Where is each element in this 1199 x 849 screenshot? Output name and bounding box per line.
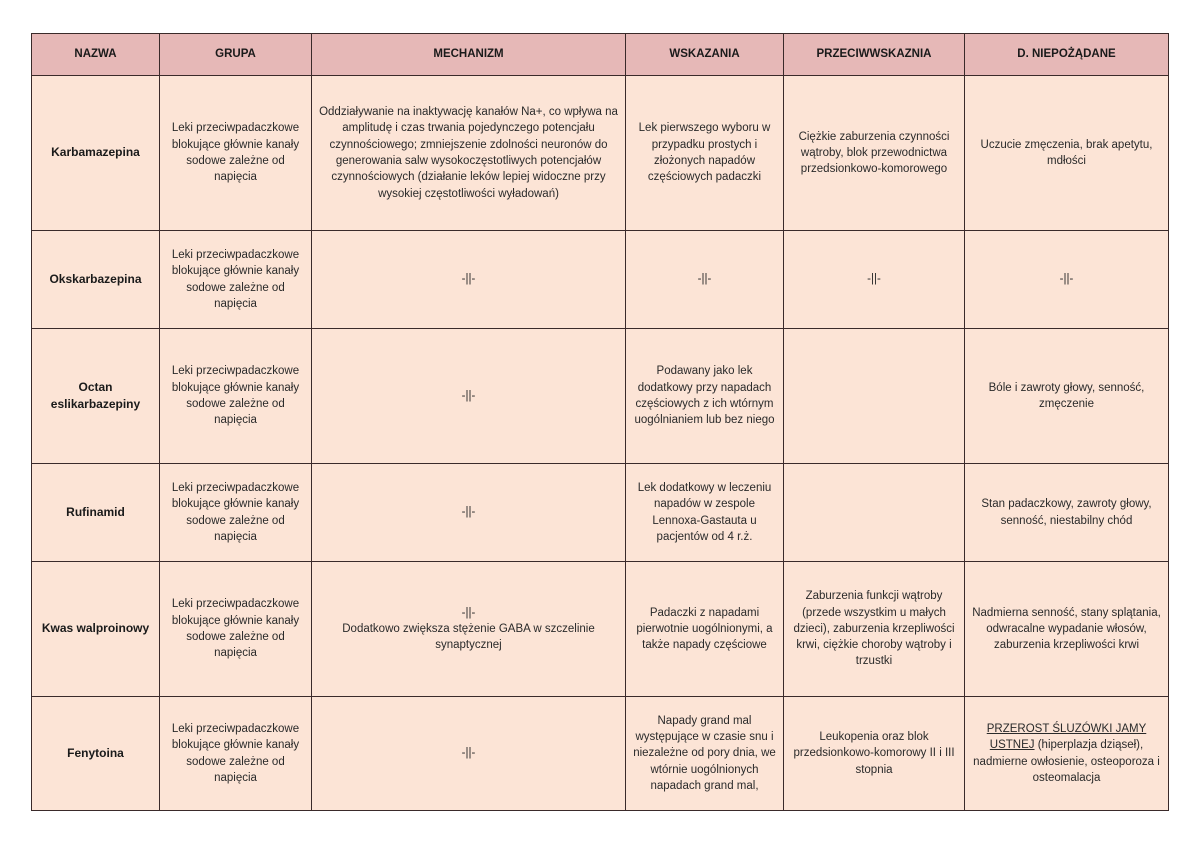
side-effects-rest: (hiperplazja dziąseł), nadmierne owłosienie, osteoporoza i osteomalacja xyxy=(973,739,1160,784)
drug-group: Leki przeciwpadaczkowe blokujące głównie kanały sodowe zależne od napięcia xyxy=(160,562,312,697)
drug-mechanism xyxy=(312,562,626,697)
drug-indications: -||- xyxy=(626,231,784,329)
drug-indications: Padaczki z napadami pierwotnie uogólnionymi, a także napady częściowe xyxy=(626,562,784,697)
table-row xyxy=(32,464,1169,562)
drug-mechanism: -||- xyxy=(312,231,626,329)
drug-contraindications: -||- xyxy=(784,231,965,329)
drug-name: Karbamazepina xyxy=(32,76,160,231)
header-row xyxy=(32,34,1169,76)
drug-indications: Napady grand mal występujące w czasie snu i niezależne od pory dnia, we wtórnie uogólnionych napadach grand mal, xyxy=(626,697,784,811)
drug-indications: Lek dodatkowy w leczeniu napadów w zespole Lennoxa-Gastauta u pacjentów od 4 r.ż. xyxy=(626,464,784,562)
drug-mechanism: -||- xyxy=(312,697,626,811)
table-row xyxy=(32,231,1169,329)
mechanism-line-1: -||- xyxy=(461,606,476,619)
drug-name: Okskarbazepina xyxy=(32,231,160,329)
drug-side-effects: Stan padaczkowy, zawroty głowy, senność, niestabilny chód xyxy=(965,464,1169,562)
drug-mechanism: -||- xyxy=(312,464,626,562)
drug-group: Leki przeciwpadaczkowe blokujące głównie kanały sodowe zależne od napięcia xyxy=(160,329,312,464)
drug-name: Rufinamid xyxy=(32,464,160,562)
drug-side-effects: Nadmierna senność, stany splątania, odwracalne wypadanie włosów, zaburzenia krzepliwości krwi xyxy=(965,562,1169,697)
drug-mechanism: Oddziaływanie na inaktywację kanałów Na+, co wpływa na amplitudę i czas trwania pojedynczego potencjału czynnościowego; zmniejszenie zdolności neuronów do generowania salw wysokoczęstotliwych potencjałów czynnościowych (działanie leków lepiej widoczne przy wysokiej częstotliwości wyładowań) xyxy=(312,76,626,231)
header-group: GRUPA xyxy=(160,34,312,76)
drug-contraindications xyxy=(784,464,965,562)
drug-group: Leki przeciwpadaczkowe blokujące głównie kanały sodowe zależne od napięcia xyxy=(160,697,312,811)
side-effects-highlight: PRZEROST ŚLUZÓWKI JAMY USTNEJ xyxy=(986,722,1147,752)
drug-contraindications: Leukopenia oraz blok przedsionkowo-komorowy II i III stopnia xyxy=(784,697,965,811)
drug-side-effects: Uczucie zmęczenia, brak apetytu, mdłości xyxy=(965,76,1169,231)
drug-name: Octan eslikarbazepiny xyxy=(32,329,160,464)
table-row xyxy=(32,76,1169,231)
header-indications: WSKAZANIA xyxy=(626,34,784,76)
table-row xyxy=(32,562,1169,697)
drug-contraindications xyxy=(784,329,965,464)
table-row xyxy=(32,697,1169,811)
mechanism-line-2: Dodatkowo zwiększa stężenie GABA w szczelinie synaptycznej xyxy=(342,622,595,652)
drug-side-effects: Bóle i zawroty głowy, senność, zmęczenie xyxy=(965,329,1169,464)
drug-mechanism: -||- xyxy=(312,329,626,464)
drug-indications: Podawany jako lek dodatkowy przy napadach częściowych z ich wtórnym uogólnianiem lub bez niego xyxy=(626,329,784,464)
header-contraindications: PRZECIWWSKAZNIA xyxy=(784,34,965,76)
drug-table xyxy=(31,33,1169,811)
drug-indications: Lek pierwszego wyboru w przypadku prostych i złożonych napadów częściowych padaczki xyxy=(626,76,784,231)
header-name: NAZWA xyxy=(32,34,160,76)
header-mechanism: MECHANIZM xyxy=(312,34,626,76)
header-side-effects: D. NIEPOŻĄDANE xyxy=(965,34,1169,76)
drug-contraindications: Ciężkie zaburzenia czynności wątroby, blok przewodnictwa przedsionkowo-komorowego xyxy=(784,76,965,231)
drug-side-effects: -||- xyxy=(965,231,1169,329)
drug-contraindications: Zaburzenia funkcji wątroby (przede wszystkim u małych dzieci), zaburzenia krzepliwości krwi, ciężkie choroby wątroby i trzustki xyxy=(784,562,965,697)
drug-name: Fenytoina xyxy=(32,697,160,811)
table-row xyxy=(32,329,1169,464)
drug-side-effects xyxy=(965,697,1169,811)
drug-name: Kwas walproinowy xyxy=(32,562,160,697)
drug-group: Leki przeciwpadaczkowe blokujące głównie kanały sodowe zależne od napięcia xyxy=(160,231,312,329)
drug-group: Leki przeciwpadaczkowe blokujące głównie kanały sodowe zależne od napięcia xyxy=(160,464,312,562)
drug-group: Leki przeciwpadaczkowe blokujące głównie kanały sodowe zależne od napięcia xyxy=(160,76,312,231)
